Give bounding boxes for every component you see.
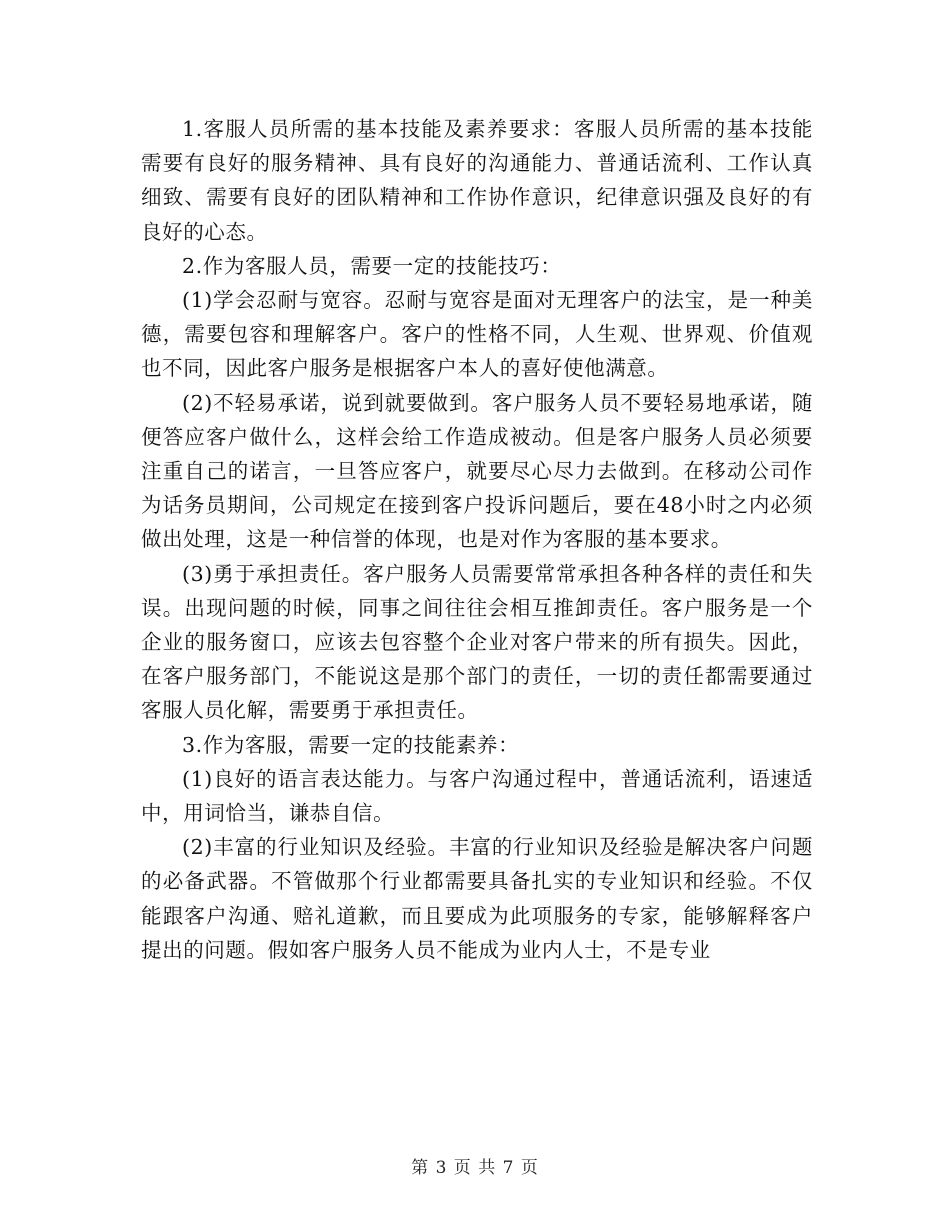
page-footer	[0, 1153, 950, 1178]
paragraph-basic-skills: 1.客服人员所需的基本技能及素养要求：客服人员所需的基本技能需要有良好的服务精神、具有良好的沟通能力、普通话流利、工作认真细致、需要有良好的团队精神和工作协作意识，纪律意识强及良好的有良好的心态。	[141, 117, 813, 244]
page-number-label: 第 3 页 共 7 页	[411, 1158, 539, 1178]
paragraph-skills-techniques-heading: 2.作为客服人员，需要一定的技能技巧：	[182, 253, 562, 278]
paragraph-patience-tolerance: (1)学会忍耐与宽容。忍耐与宽容是面对无理客户的法宝，是一种美德，需要包容和理解客户。客户的性格不同，人生观、世界观、价值观也不同，因此客户服务是根据客户本人的喜好使他满意。	[141, 288, 813, 381]
paragraph-keep-promises: (2)不轻易承诺，说到就要做到。客户服务人员不要轻易地承诺，随便答应客户做什么，这样会给工作造成被动。但是客户服务人员必须要注重自己的诺言，一旦答应客户，就要尽心尽力去做到。在移动公司作为话务员期间，公司规定在接到客户投诉问题后，要在48小时之内必须做出处理，这是一种信誉的体现，也是对作为客服的基本要求。	[141, 390, 813, 552]
paragraph-language-expression: (1)良好的语言表达能力。与客户沟通过程中，普通话流利，语速适中，用词恰当，谦恭自信。	[141, 766, 813, 826]
paragraph-skill-qualities-heading: 3.作为客服，需要一定的技能素养：	[182, 732, 520, 757]
document-body	[141, 112, 813, 967]
paragraph-take-responsibility: (3)勇于承担责任。客户服务人员需要常常承担各种各样的责任和失误。出现问题的时候，同事之间往往会相互推卸责任。客户服务是一个企业的服务窗口，应该去包容整个企业对客户带来的所有损失。因此，在客户服务部门，不能说这是那个部门的责任，一切的责任都需要通过客服人员化解，需要勇于承担责任。	[141, 561, 813, 723]
paragraph-industry-knowledge: (2)丰富的行业知识及经验。丰富的行业知识及经验是解决客户问题的必备武器。不管做那个行业都需要具备扎实的专业知识和经验。不仅能跟客户沟通、赔礼道歉，而且要成为此项服务的专家，能够解释客户提出的问题。假如客户服务人员不能成为业内人士，不是专业	[141, 835, 813, 962]
